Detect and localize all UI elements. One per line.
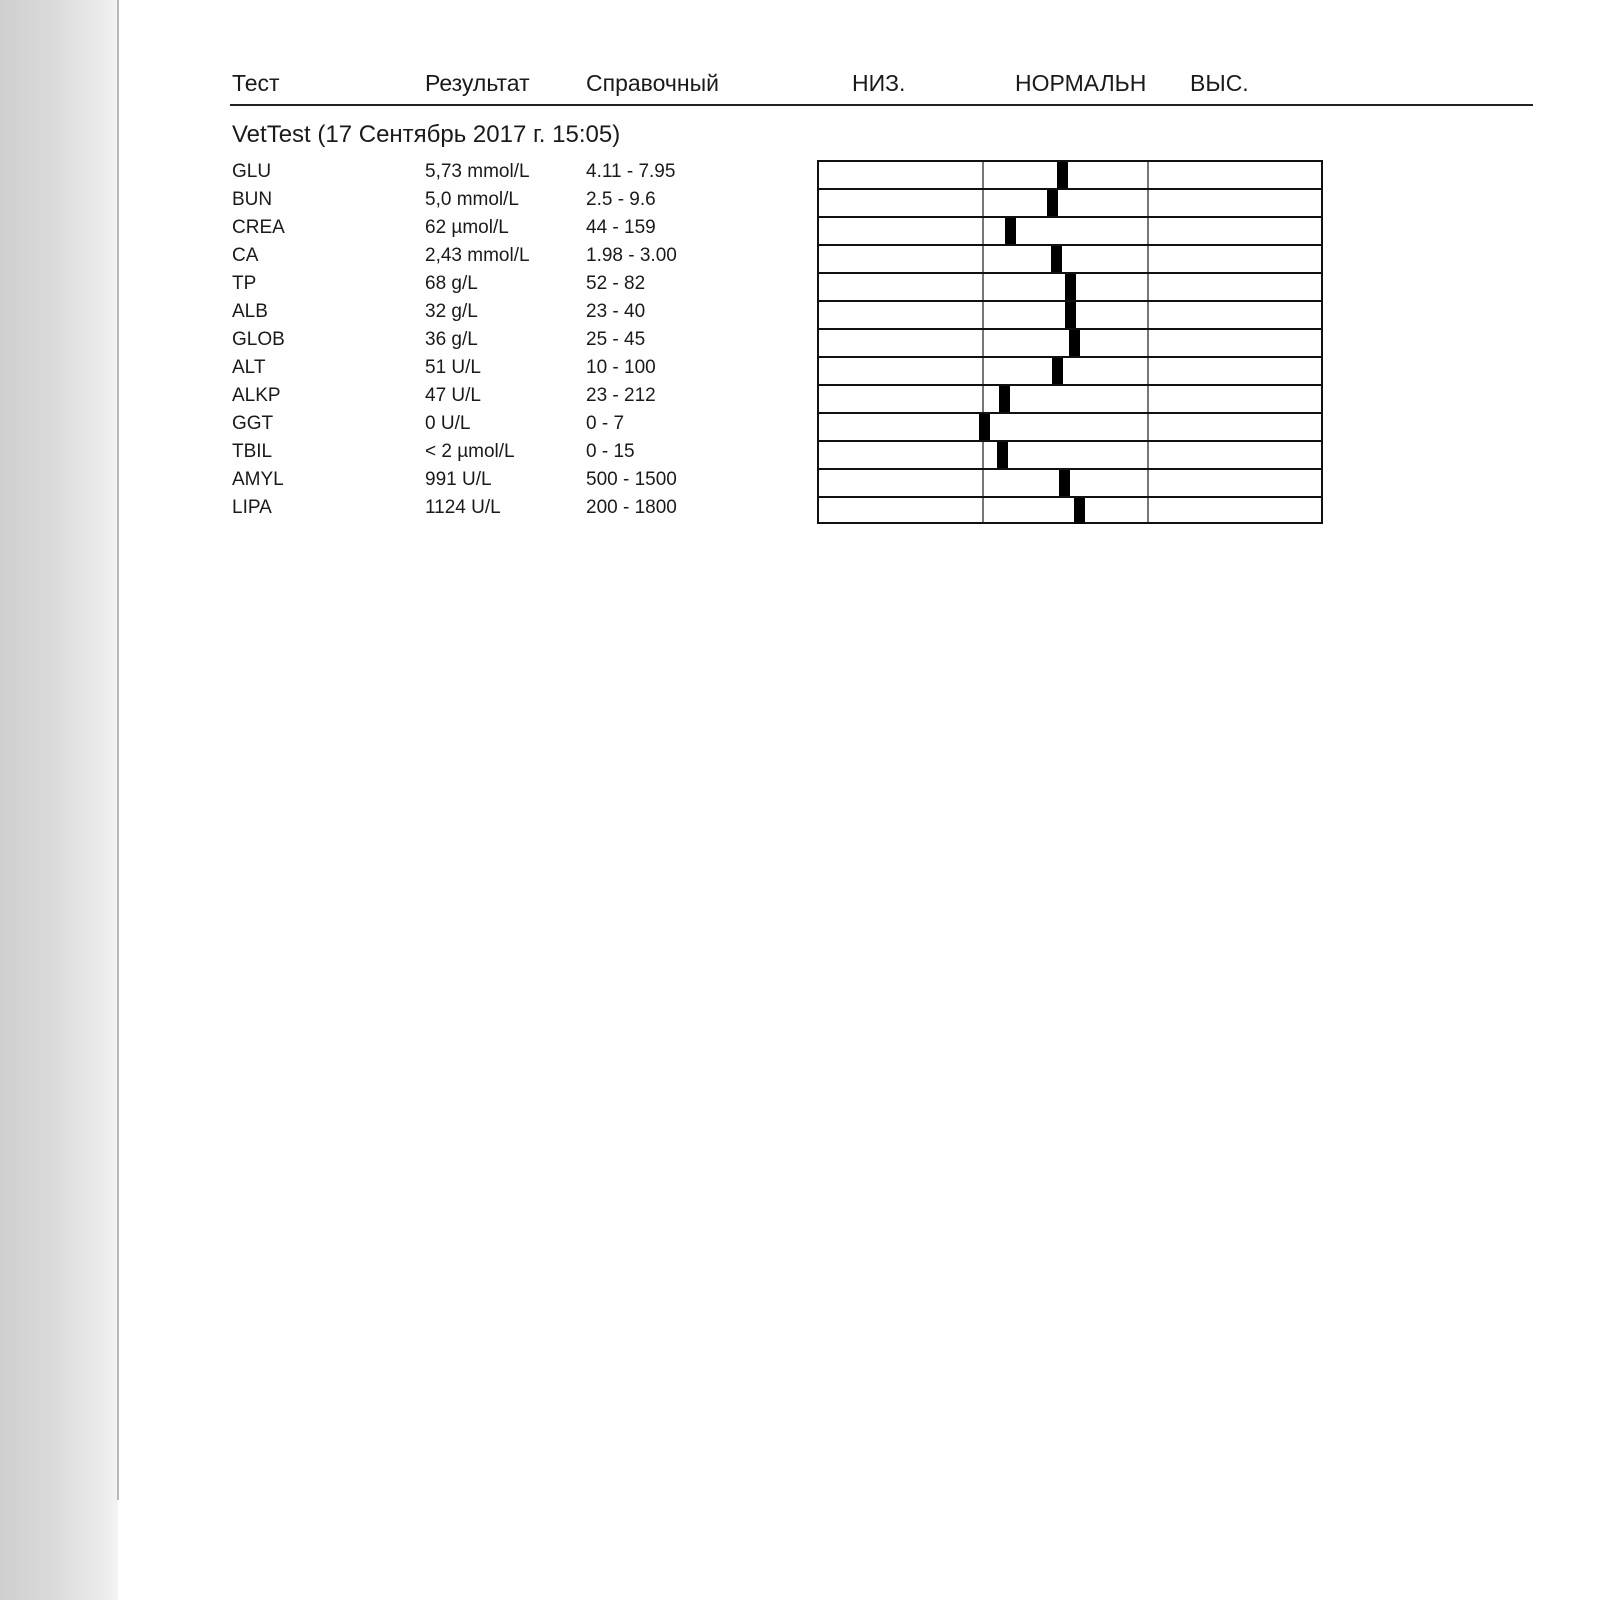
gauge-row xyxy=(819,218,1321,246)
test-reference: 1.98 - 3.00 xyxy=(586,245,677,266)
test-name: BUN xyxy=(232,189,273,210)
gauge-row xyxy=(819,274,1321,302)
test-name: GLOB xyxy=(232,329,285,350)
test-name: CREA xyxy=(232,217,285,238)
range-gauge xyxy=(817,160,1323,524)
test-name: ALKP xyxy=(232,385,281,406)
test-reference: 200 - 1800 xyxy=(586,497,677,518)
test-result: 62 µmol/L xyxy=(425,217,509,238)
table-row xyxy=(0,496,1600,524)
gauge-marker xyxy=(1052,358,1063,384)
table-row xyxy=(0,328,1600,356)
gauge-row xyxy=(819,498,1321,526)
test-reference: 44 - 159 xyxy=(586,217,656,238)
test-reference: 25 - 45 xyxy=(586,329,646,350)
gauge-marker xyxy=(1074,498,1085,524)
test-name: ALT xyxy=(232,357,266,378)
table-row xyxy=(0,244,1600,272)
section-title: VetTest (17 Сентябрь 2017 г. 15:05) xyxy=(232,121,621,148)
gauge-marker xyxy=(1051,246,1062,272)
gauge-marker xyxy=(979,414,990,440)
test-result: 2,43 mmol/L xyxy=(425,245,530,266)
test-reference: 0 - 15 xyxy=(586,441,635,462)
test-result: 5,73 mmol/L xyxy=(425,161,530,182)
test-result: 0 U/L xyxy=(425,413,471,434)
test-result: 36 g/L xyxy=(425,329,478,350)
gauge-row xyxy=(819,246,1321,274)
test-name: ALB xyxy=(232,301,268,322)
gauge-row xyxy=(819,414,1321,442)
gauge-marker xyxy=(1005,218,1016,244)
test-reference: 23 - 40 xyxy=(586,301,646,322)
test-name: TP xyxy=(232,273,257,294)
test-name: CA xyxy=(232,245,259,266)
gauge-marker xyxy=(997,442,1008,468)
test-name: GLU xyxy=(232,161,272,182)
header-reference: Справочный xyxy=(586,70,719,96)
table-row xyxy=(0,272,1600,300)
header-normal: НОРМАЛЬН xyxy=(1015,70,1147,96)
test-name: LIPA xyxy=(232,497,272,518)
header-low: НИЗ. xyxy=(852,70,906,96)
gauge-marker xyxy=(1065,302,1076,328)
test-reference: 52 - 82 xyxy=(586,273,646,294)
table-row xyxy=(0,188,1600,216)
gauge-row xyxy=(819,386,1321,414)
test-name: TBIL xyxy=(232,441,273,462)
test-result: 5,0 mmol/L xyxy=(425,189,519,210)
table-row xyxy=(0,300,1600,328)
test-reference: 500 - 1500 xyxy=(586,469,677,490)
table-row xyxy=(0,384,1600,412)
test-result: < 2 µmol/L xyxy=(425,441,515,462)
test-reference: 23 - 212 xyxy=(586,385,656,406)
table-row xyxy=(0,412,1600,440)
gauge-marker xyxy=(1057,162,1068,188)
test-name: AMYL xyxy=(232,469,284,490)
test-result: 991 U/L xyxy=(425,469,492,490)
header-high: ВЫС. xyxy=(1190,70,1249,96)
gauge-marker xyxy=(1059,470,1070,496)
gauge-row xyxy=(819,302,1321,330)
test-reference: 2.5 - 9.6 xyxy=(586,189,656,210)
gauge-marker xyxy=(999,386,1010,412)
gauge-row xyxy=(819,358,1321,386)
header-rule xyxy=(230,104,1533,106)
gauge-marker xyxy=(1047,190,1058,216)
gauge-marker xyxy=(1065,274,1076,300)
test-name: GGT xyxy=(232,413,274,434)
table-row xyxy=(0,440,1600,468)
table-row xyxy=(0,468,1600,496)
gauge-marker xyxy=(1069,330,1080,356)
test-result: 47 U/L xyxy=(425,385,481,406)
gauge-row xyxy=(819,330,1321,358)
table-row xyxy=(0,160,1600,188)
test-result: 32 g/L xyxy=(425,301,478,322)
header-test: Тест xyxy=(232,70,280,96)
test-reference: 0 - 7 xyxy=(586,413,625,434)
gauge-row xyxy=(819,442,1321,470)
test-result: 68 g/L xyxy=(425,273,478,294)
table-header xyxy=(0,70,1600,102)
gauge-row xyxy=(819,162,1321,190)
test-result: 1124 U/L xyxy=(425,497,501,518)
test-reference: 4.11 - 7.95 xyxy=(586,161,676,182)
test-result: 51 U/L xyxy=(425,357,481,378)
table-row xyxy=(0,356,1600,384)
gauge-row xyxy=(819,190,1321,218)
header-result: Результат xyxy=(425,70,530,96)
test-reference: 10 - 100 xyxy=(586,357,656,378)
table-row xyxy=(0,216,1600,244)
gauge-row xyxy=(819,470,1321,498)
